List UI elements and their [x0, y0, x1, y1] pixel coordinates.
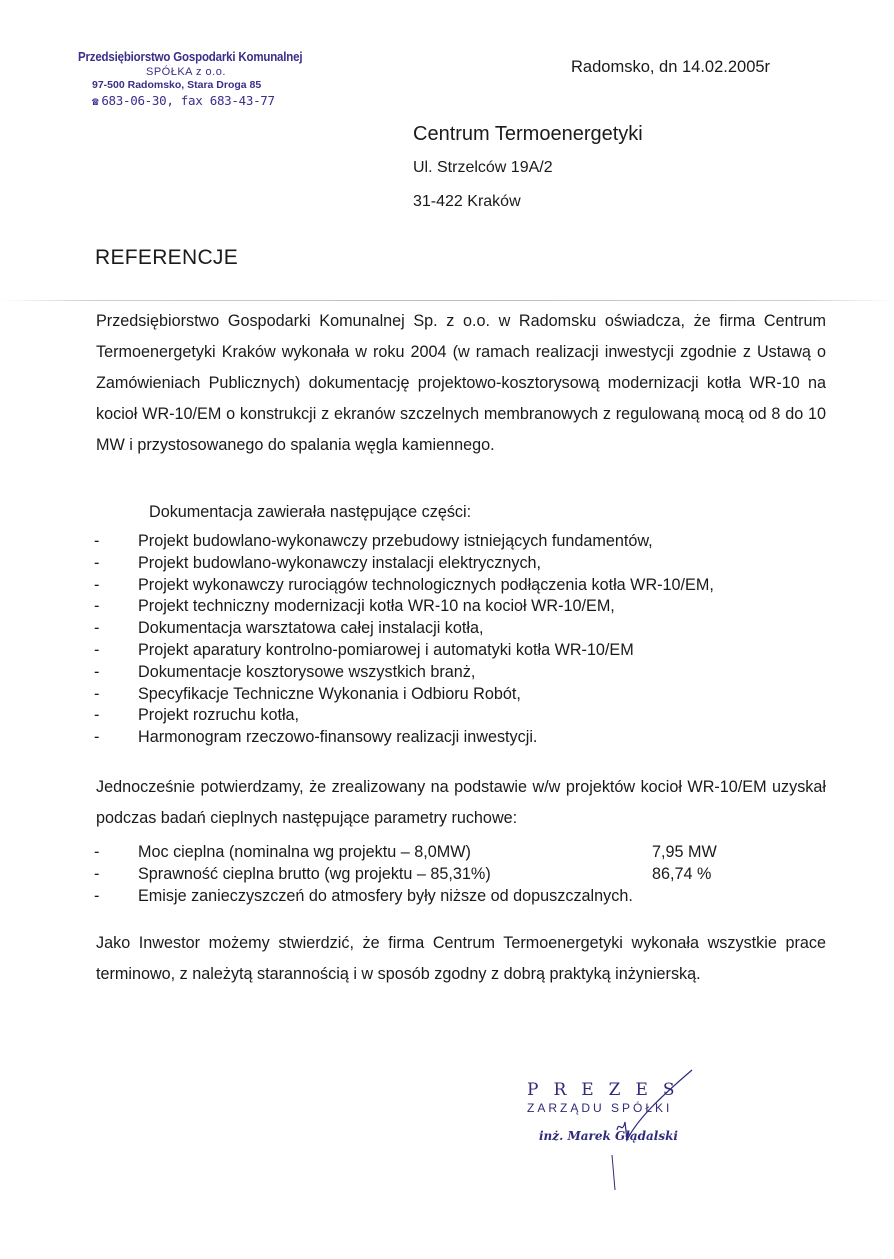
list-item: - Dokumentacje kosztorysowe wszystkich branż, [92, 662, 714, 684]
handwritten-signature [527, 1060, 727, 1190]
list-item: - Projekt techniczny modernizacji kotła WR-10 na kocioł WR-10/EM, [92, 596, 714, 618]
parameter-value: 7,95 MW [652, 843, 717, 861]
stamp-address: 97-500 Radomsko, Stara Droga 85 [92, 79, 262, 92]
list-item: - Projekt budowlano-wykonawczy instalacji elektrycznych, [92, 553, 714, 575]
list-item: - Projekt budowlano-wykonawczy przebudowy istniejących fundamentów, [92, 531, 714, 553]
parameters-list [92, 841, 792, 907]
parameter-row [92, 863, 792, 885]
letter-title: REFERENCJE [95, 246, 239, 269]
recipient-street: Ul. Strzelców 19A/2 [413, 159, 553, 176]
parts-list [92, 531, 714, 749]
signature-role: PREZES [527, 1080, 690, 1100]
stamp-phones-line [78, 93, 318, 109]
list-item: - Projekt rozruchu kotła, [92, 705, 714, 727]
list-item: - Specyfikacje Techniczne Wykonania i Odbioru Robót, [92, 684, 714, 706]
list-item: - Harmonogram rzeczowo-finansowy realizacji inwestycji. [92, 727, 714, 749]
parameter-row [92, 885, 792, 907]
parameter-value: 86,74 % [652, 865, 712, 883]
divider [0, 300, 894, 301]
signature-board: ZARZĄDU SPÓŁKI [527, 1101, 673, 1115]
paragraph-conclusion: Jako Inwestor możemy stwierdzić, że firma Centrum Termoenergetyki wykonała wszystkie prace terminowo, z należytą starannością i w sposób zgodny z dobrą praktyką inżynierską. [96, 934, 826, 983]
signature-name: inż. Marek Głądalski [539, 1129, 678, 1143]
list-item: - Projekt aparatury kontrolno-pomiarowej i automatyki kotła WR-10/EM [92, 640, 714, 662]
signature-block [527, 1080, 727, 1143]
stamp-form: SPÓŁKA z o.o. [146, 65, 226, 78]
parameter-label: Moc cieplna (nominalna wg projektu – 8,0MW) [138, 843, 471, 861]
company-stamp [78, 50, 318, 108]
paragraph-intro: Przedsiębiorstwo Gospodarki Komunalnej Sp. z o.o. w Radomsku oświadcza, że firma Centrum Termoenergetyki Kraków wykonała w roku 2004 (w ramach realizacji inwestycji zgodnie z Ustawą o Zamówieniach Publicznych) dokumentację projektowo-kosztorysową modernizacji kotła WR-10 na kocioł WR-10/EM o konstrukcji z ekranów szczelnych membranowych z regulowaną mocą od 8 do 10 MW i przystosowanego do spalania węgla kamiennego. [96, 312, 826, 454]
recipient-city: 31-422 Kraków [413, 193, 521, 210]
parameter-label: Emisje zanieczyszczeń do atmosfery były niższe od dopuszczalnych. [138, 887, 633, 905]
recipient-name: Centrum Termoenergetyki [413, 123, 643, 145]
stamp-company: Przedsiębiorstwo Gospodarki Komunalnej [78, 50, 303, 64]
paragraph-confirmation: Jednocześnie potwierdzamy, że zrealizowany na podstawie w/w projektów kocioł WR-10/EM uzyskał podczas badań cieplnych następujące parametry ruchowe: [96, 778, 826, 827]
letter-date: Radomsko, dn 14.02.2005r [571, 58, 771, 76]
paragraph-parts-heading: Dokumentacja zawierała następujące części: [149, 503, 472, 521]
parameter-row [92, 841, 792, 863]
recipient-block [413, 117, 643, 219]
list-item: - Projekt wykonawczy rurociągów technologicznych podłączenia kotła WR-10/EM, [92, 575, 714, 597]
phone-icon: ☎ [92, 94, 99, 108]
list-item: - Dokumentacja warsztatowa całej instalacji kotła, [92, 618, 714, 640]
parameter-label: Sprawność cieplna brutto (wg projektu – 85,31%) [138, 865, 491, 883]
stamp-phones: 683-06-30, fax 683-43-77 [101, 92, 275, 108]
